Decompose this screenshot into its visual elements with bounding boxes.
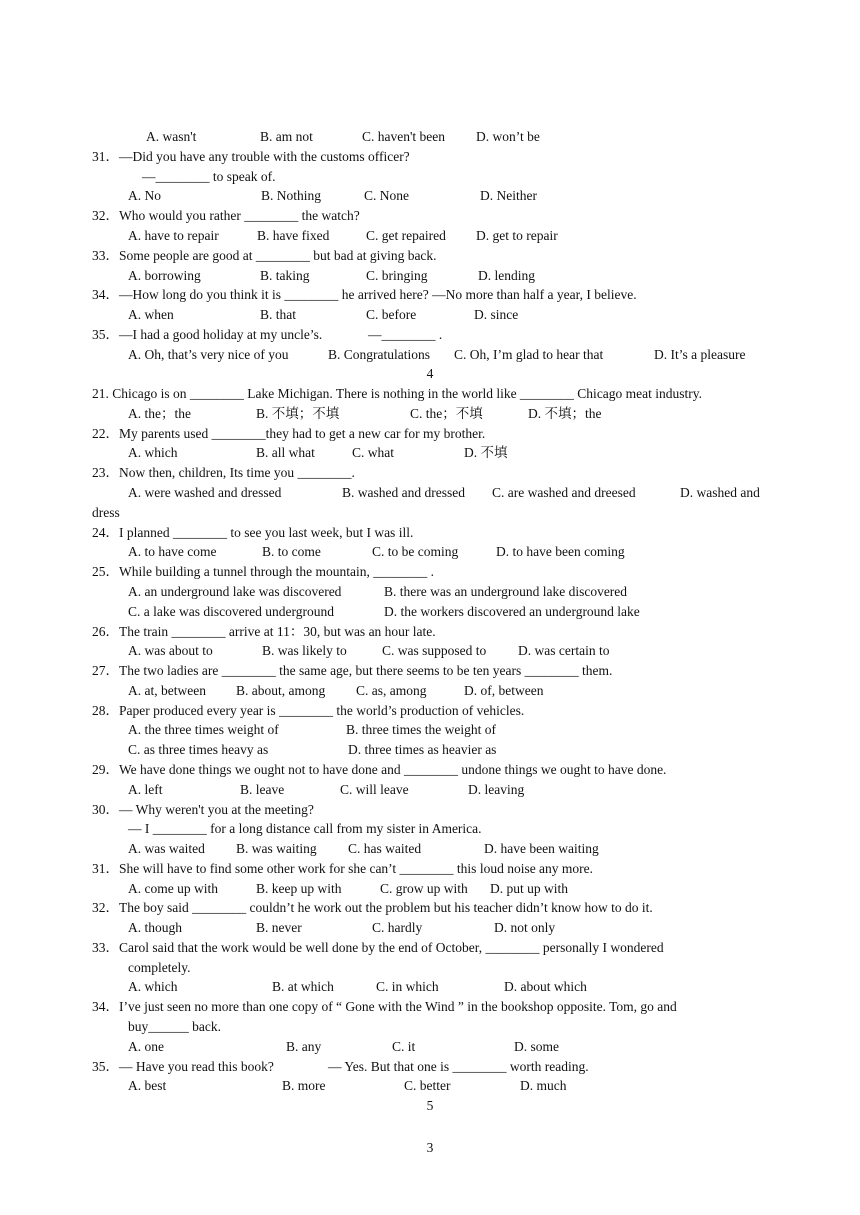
option-b: B. Nothing [261,188,322,203]
options-line [0,918,860,938]
option-a: A. have to repair [128,228,219,243]
option-b: B. about, among [236,683,326,698]
option-a: A. left [128,782,163,797]
question-line [0,1057,860,1077]
option-a: A. No [128,188,161,203]
continuation-text: dress [92,505,120,520]
option-a: A. at, between [128,683,206,698]
options-line [0,977,860,997]
question-line [0,147,860,167]
option-b: B. all what [256,445,315,460]
option-a: A. to have come [128,544,217,559]
option-d: D. to have been coming [496,544,625,559]
option-a: A. best [128,1078,167,1093]
question-text: 31．—Did you have any trouble with the customs officer? [92,149,410,164]
option-a: A. the three times weight of [128,722,279,737]
option-d: D. leaving [468,782,525,797]
option-d: D. about which [504,979,587,994]
option-b: B. am not [260,129,313,144]
question-line [0,424,860,444]
question-text: 35．— Have you read this book? [92,1059,274,1074]
answer-text: — Yes. But that one is ________ worth reading. [328,1059,589,1074]
question-text: 28．Paper produced every year is ________ the world’s production of vehicles. [92,703,525,718]
question-text: 23．Now then, children, Its time you ________. [92,465,355,480]
question-text: 25．While building a tunnel through the mountain, ________ . [92,564,434,579]
option-c: C. None [364,188,409,203]
options-line [0,839,860,859]
option-b: B. washed and dressed [342,485,465,500]
options-line [0,404,860,424]
answer-line [0,819,860,839]
question-line [0,661,860,681]
option-d: D. 不填；the [528,406,602,421]
option-a: A. borrowing [128,268,201,283]
option-a: A. though [128,920,182,935]
option-c: C. as three times heavy as [128,742,269,757]
option-b: B. was likely to [262,643,347,658]
question-line [0,701,860,721]
option-d: D. some [514,1039,559,1054]
options-line [0,1076,860,1096]
question-line [0,384,860,404]
option-c: C. Oh, I’m glad to hear that [454,347,604,362]
option-a: A. was about to [128,643,213,658]
option-c: C. haven't been [362,129,446,144]
option-b: B. 不填；不填 [256,406,340,421]
option-c: C. the；不填 [410,406,483,421]
option-d: D. It’s a pleasure [654,347,746,362]
options-line [0,1037,860,1057]
option-d: D. won’t be [476,129,540,144]
question-line [0,938,860,958]
option-c: C. grow up with [380,881,468,896]
option-d: D. since [474,307,519,322]
option-c: C. will leave [340,782,409,797]
option-c: C. in which [376,979,439,994]
option-a: A. which [128,445,178,460]
options-line [0,186,860,206]
page-number: 4 [426,366,434,381]
answer-line [0,167,860,187]
option-a: A. wasn't [146,129,197,144]
question-text: 26．The train ________ arrive at 11：30, but was an hour late. [92,624,436,639]
question-line [0,760,860,780]
question-text: 22．My parents used ________they had to get a new car for my brother. [92,426,486,441]
question-line [0,523,860,543]
question-line [0,206,860,226]
options-line [0,602,860,622]
continuation-line [0,958,860,978]
options-line [0,740,860,760]
option-d: D. the workers discovered an underground lake [384,604,640,619]
option-b: B. to come [262,544,321,559]
option-d: D. have been waiting [484,841,599,856]
question-text: 24．I planned ________ to see you last week, but I was ill. [92,525,414,540]
continuation-text: completely. [128,960,191,975]
question-text: 35．—I had a good holiday at my uncle’s. [92,327,323,342]
question-text: 34．I’ve just seen no more than one copy of “ Gone with the Wind ” in the bookshop opposite. Tom, go and [92,999,677,1014]
option-c: C. has waited [348,841,422,856]
option-a: A. come up with [128,881,218,896]
option-b: B. taking [260,268,310,283]
options-line [0,542,860,562]
options-line [0,641,860,661]
option-b: B. was waiting [236,841,317,856]
option-c: C. as, among [356,683,427,698]
options-line [0,582,860,602]
option-a: A. an underground lake was discovered [128,584,342,599]
option-d: D. was certain to [518,643,610,658]
question-text: 33．Some people are good at ________ but bad at giving back. [92,248,437,263]
option-d: D. lending [478,268,535,283]
question-line [0,997,860,1017]
option-b: B. any [286,1039,322,1054]
page-number: 3 [426,1140,434,1155]
options-line [0,879,860,899]
option-a: A. when [128,307,174,322]
question-line [0,859,860,879]
options-line [0,226,860,246]
option-c: C. better [404,1078,451,1093]
question-text: 31．She will have to find some other work for she can’t ________ this loud noise any more. [92,861,594,876]
option-c: C. a lake was discovered underground [128,604,334,619]
option-a: A. which [128,979,178,994]
answer-text: —________ to speak of. [142,169,276,184]
option-c: C. was supposed to [382,643,487,658]
option-d: D. much [520,1078,567,1093]
option-b: B. more [282,1078,326,1093]
option-b: B. there was an underground lake discovered [384,584,628,599]
option-b: B. keep up with [256,881,342,896]
options-line [0,127,860,147]
option-c: C. get repaired [366,228,446,243]
option-c: C. hardly [372,920,423,935]
option-a: A. was waited [128,841,205,856]
option-d: D. washed and [680,485,760,500]
question-text: 32．Who would you rather ________ the watch? [92,208,360,223]
option-c: C. what [352,445,394,460]
options-line [0,720,860,740]
option-d: D. put up with [490,881,569,896]
answer-text: —________ . [368,327,443,342]
option-d: D. not only [494,920,556,935]
option-d: D. of, between [464,683,544,698]
option-b: B. leave [240,782,285,797]
option-b: B. Congratulations [328,347,430,362]
continuation-line [0,503,860,523]
option-c: C. to be coming [372,544,459,559]
question-line [0,246,860,266]
question-text: 21. Chicago is on ________ Lake Michigan. There is nothing in the world like ________ Chicago meat industry. [92,386,703,401]
option-b: B. that [260,307,296,322]
question-line [0,463,860,483]
options-line [0,681,860,701]
question-line [0,800,860,820]
options-line [0,443,860,463]
question-text: 34．—How long do you think it is ________ he arrived here? —No more than half a year, I believe. [92,287,637,302]
continuation-text: buy______ back. [128,1019,221,1034]
question-line [0,325,860,345]
option-b: B. three times the weight of [346,722,496,737]
answer-text: — I ________ for a long distance call from my sister in America. [128,821,482,836]
option-d: D. three times as heavier as [348,742,497,757]
option-a: A. one [128,1039,164,1054]
option-a: A. the；the [128,406,191,421]
question-text: 33．Carol said that the work would be well done by the end of October, ________ personally I wondered [92,940,664,955]
option-b: B. never [256,920,302,935]
question-text: 29．We have done things we ought not to have done and ________ undone things we ought to have done. [92,762,667,777]
option-d: D. get to repair [476,228,558,243]
options-line [0,345,860,365]
option-a: A. Oh, that’s very nice of you [128,347,289,362]
option-d: D. 不填 [464,445,508,460]
page-number: 5 [426,1098,434,1113]
option-b: B. have fixed [257,228,330,243]
option-c: C. it [392,1039,416,1054]
options-line [0,483,860,503]
question-line [0,562,860,582]
option-d: D. Neither [480,188,537,203]
question-line [0,285,860,305]
options-line [0,780,860,800]
question-text: 32．The boy said ________ couldn’t he work out the problem but his teacher didn’t know how to do it. [92,900,653,915]
options-line [0,305,860,325]
option-c: C. before [366,307,417,322]
continuation-line [0,1017,860,1037]
question-text: 30．— Why weren't you at the meeting? [92,802,314,817]
option-c: C. bringing [366,268,428,283]
question-text: 27．The two ladies are ________ the same age, but there seems to be ten years ________ them. [92,663,613,678]
question-line [0,898,860,918]
options-line [0,266,860,286]
question-line [0,622,860,642]
option-b: B. at which [272,979,334,994]
option-a: A. were washed and dressed [128,485,282,500]
option-c: C. are washed and dreesed [492,485,636,500]
